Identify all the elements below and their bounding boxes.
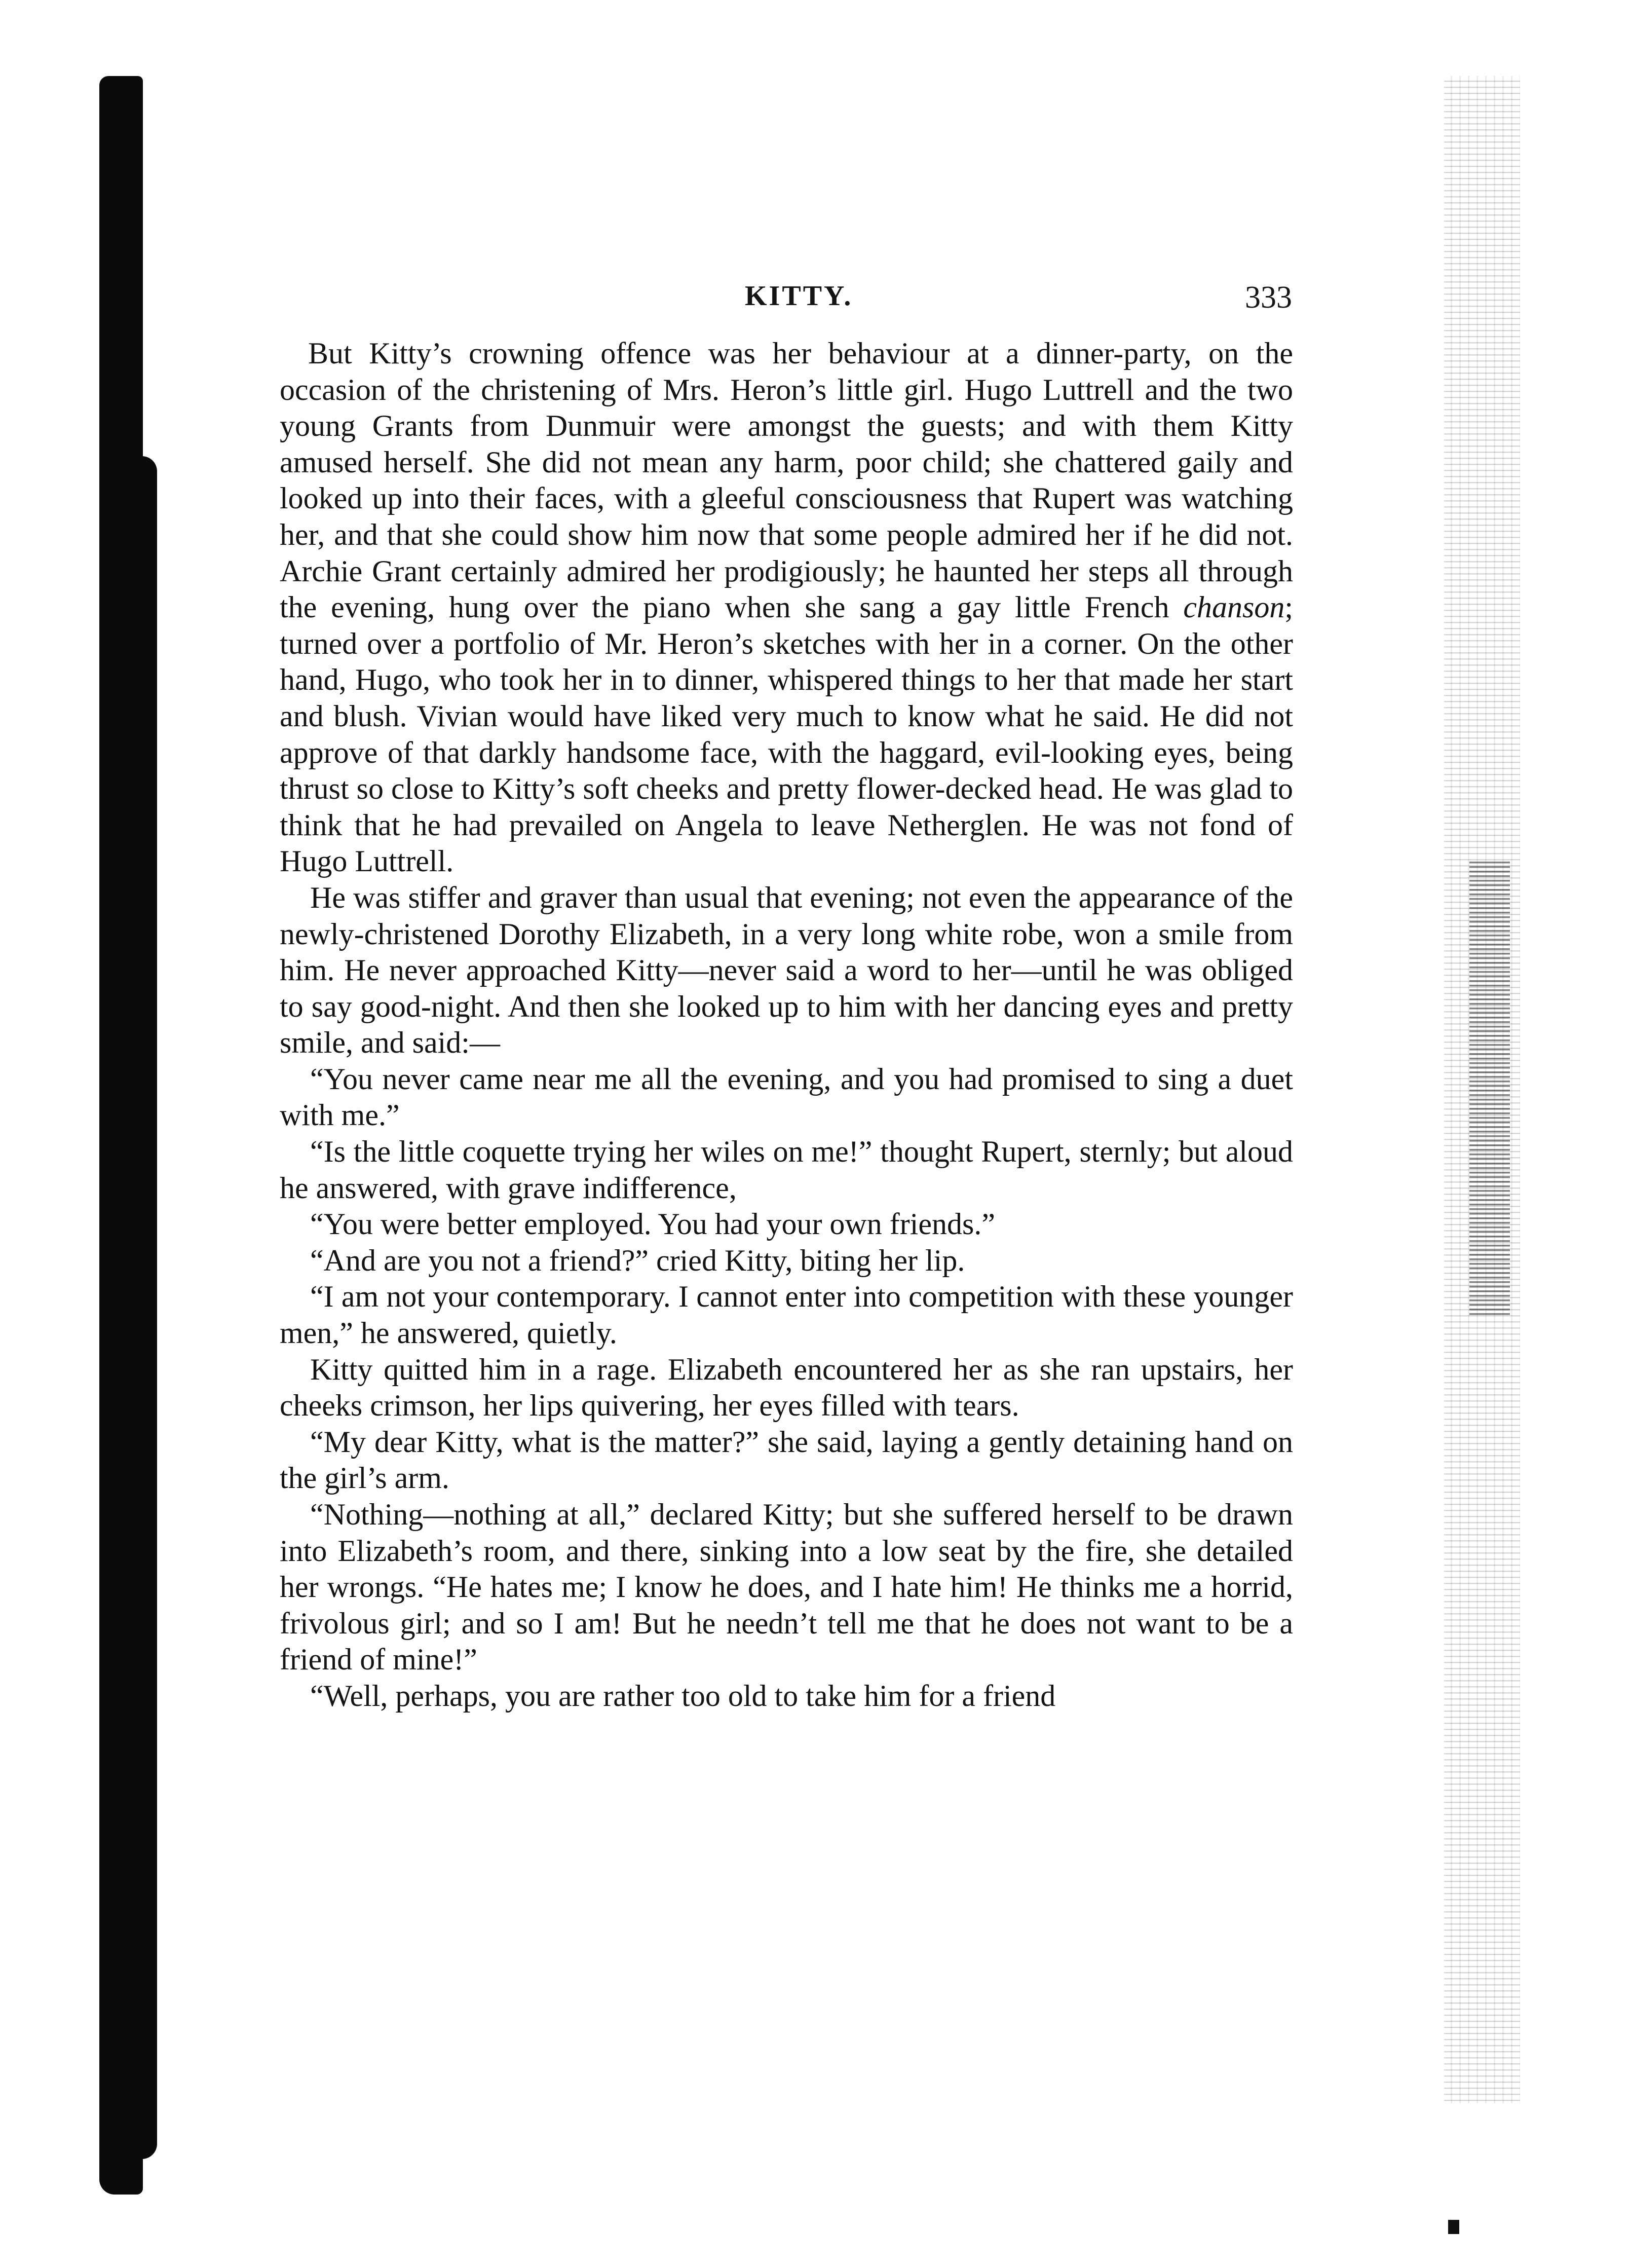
paragraph-8: Kitty quitted him in a rage. Elizabeth encountered her as she ran upstairs, her cheeks crimson, her lips quivering, her eyes filled with tears. — [280, 1352, 1293, 1423]
page-header — [279, 280, 1292, 315]
paragraph-5: “You were better employed. You had your own friends.” — [310, 1207, 995, 1241]
paragraph-9: “My dear Kitty, what is the matter?” she said, laying a gently detaining hand on the girl’s arm. — [280, 1425, 1293, 1495]
paragraph-11: “Well, perhaps, you are rather too old to take him for a friend — [310, 1679, 1056, 1713]
paragraph-2: He was stiffer and graver than usual that evening; not even the appearance of the newly-christened Dorothy Elizabeth, in a very long white robe, won a smile from him. He never approached Kitty—never said a word to her—until he was obliged to say good-night. And then she looked up to him with her dancing eyes and pretty smile, and said:— — [280, 880, 1293, 1060]
paragraph-4: “Is the little coquette trying her wiles on me!” thought Rupert, sternly; but aloud he answered, with grave indifference, — [280, 1135, 1293, 1205]
paragraph-1-part-b: ; turned over a portfolio of Mr. Heron’s sketches with her in a corner. On the other hand, Hugo, who took her in to dinner, whispered things to her that made her start and blush. Vivian would have liked very much to know what he said. He did not approve of that darkly handsome face, with the haggard, evil-looking eyes, being thrust so close to Kitty’s soft cheeks and pretty flower-decked head. He was glad to think that he had prevailed on Angela to leave Netherglen. He was not fond of Hugo Luttrell. — [280, 590, 1293, 878]
running-head: KITTY. — [745, 280, 853, 312]
paragraph-6: “And are you not a friend?” cried Kitty, biting her lip. — [310, 1243, 965, 1277]
paragraph-1-part-a: But Kitty’s crowning offence was her behaviour at a dinner-party, on the occasion of the christening of Mrs. Heron’s little girl. Hugo Luttrell and the two young Grants from Dunmuir were amongst the guests; and with them Kitty amused herself. She did not mean any harm, poor child; she chattered gaily and looked up into their faces, with a gleeful consciousness that Rupert was watching her, and that she could show him now that some people admired her if he did not. Archie Grant certainly admired her prodigiously; he haunted her steps all through the evening, hung over the piano when she sang a gay little French — [280, 337, 1293, 624]
paragraph-3: “You never came near me all the evening, and you had promised to sing a duet with me.” — [280, 1062, 1293, 1132]
page-number: 333 — [1245, 280, 1292, 315]
binding-shadow-lower — [127, 456, 157, 2159]
paragraph-1-italic: chanson — [1183, 590, 1285, 624]
scan-corner-mark — [1448, 2220, 1459, 2234]
body-text — [280, 336, 1293, 1715]
paragraph-10: “Nothing—nothing at all,” declared Kitty; but she suffered herself to be drawn into Elizabeth’s room, and there, sinking into a low seat by the fire, she detailed her wrongs. “He hates me; I know he does, and I hate him! He thinks me a horrid, frivolous girl; and so I am! But he needn’t tell me that he does not want to be a friend of mine!” — [280, 1498, 1293, 1677]
scan-edge-noise-dark — [1469, 862, 1510, 1318]
paragraph-7: “I am not your contemporary. I cannot enter into competition with these younger men,” he answered, quietly. — [280, 1280, 1293, 1350]
paragraph-1 — [280, 336, 1293, 880]
